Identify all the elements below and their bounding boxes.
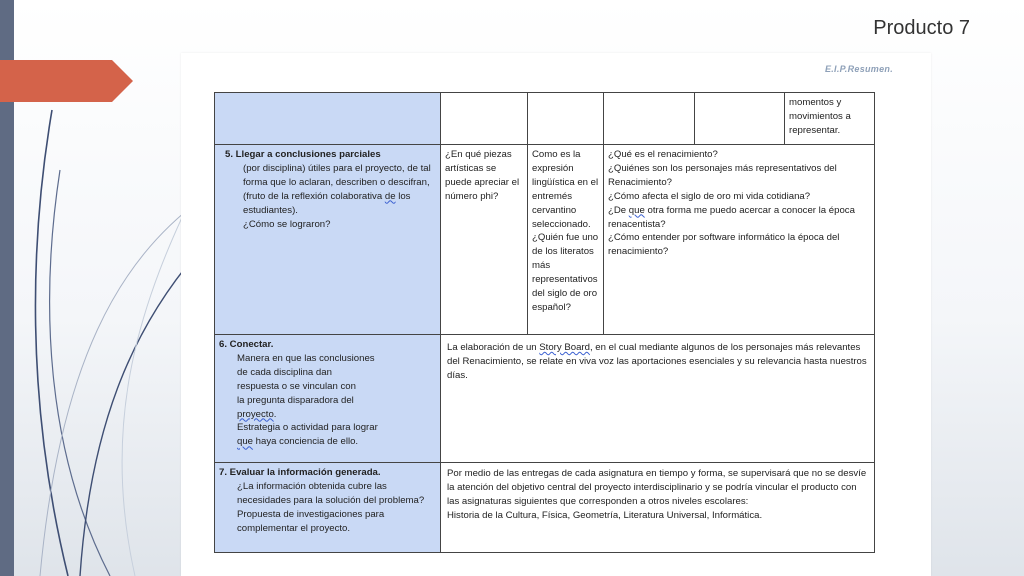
row6-line2: de cada disciplina dan xyxy=(237,366,332,378)
row-top-cell-2 xyxy=(441,93,528,145)
row6-label-cell xyxy=(215,335,441,463)
row5-desc-de: de xyxy=(384,190,396,202)
row5-description xyxy=(225,162,436,218)
row5-q1: ¿Qué es el renacimiento? xyxy=(608,149,718,160)
row5-label-cell xyxy=(215,145,441,335)
row-top-cell-4 xyxy=(604,93,695,145)
row6-line1: Manera en que las conclusiones xyxy=(237,352,375,364)
row7-content-a: Por medio de las entregas de cada asignatura en tiempo y forma, se supervisará que no se desvíe la atención del objetivo central del proyecto interdisciplinario y se podría vincular el producto con las asignaturas siguientes que corresponden a otros niveles escolares: xyxy=(447,468,867,507)
planning-table xyxy=(214,92,875,553)
row-top-label-cell xyxy=(215,93,441,145)
row5-q5: ¿Cómo entender por software informático la época del renacimiento? xyxy=(608,232,840,258)
row5-q4-b: otra forma me puedo acercar a conocer la época renacentista? xyxy=(608,204,855,230)
table-row-evaluar xyxy=(215,463,875,553)
row5-q3: ¿Cómo afecta el siglo de oro mi vida cotidiana? xyxy=(608,190,811,202)
row6-line7 xyxy=(219,435,436,449)
row5-col4 xyxy=(604,145,875,335)
row5-q4-que: que xyxy=(628,204,645,216)
row7-line2: Propuesta de investigaciones para complementar el proyecto. xyxy=(237,508,385,534)
row5-col3 xyxy=(528,145,604,335)
row6-content-a: La elaboración de un xyxy=(447,342,540,353)
orange-arrow-tab xyxy=(0,60,133,102)
row5-title: 5. Llegar a conclusiones parciales xyxy=(225,149,381,160)
row-top-cell-3 xyxy=(528,93,604,145)
table-row-conclusiones xyxy=(215,145,875,335)
document-header: E.I.P.Resumen. xyxy=(824,64,893,74)
row6-title: 6. Conectar. xyxy=(219,339,274,350)
row6-content xyxy=(441,335,875,463)
row6-line5 xyxy=(219,408,436,422)
row-top-cell-6-text: momentos y movimientos a representar. xyxy=(789,97,851,136)
row7-content xyxy=(441,463,875,553)
row-top-cell-5 xyxy=(695,93,785,145)
row5-col2-text: ¿En qué piezas artísticas se puede apreciar el número phi? xyxy=(445,149,520,202)
row6-line6: Estrategia o actividad para lograr xyxy=(237,422,378,434)
row5-col3-text-b: ¿Quién fue uno de los literatos más representativos del siglo de oro español? xyxy=(532,232,599,313)
row-top-cell-6 xyxy=(785,93,875,145)
table-row-conectar xyxy=(215,335,875,463)
row5-q4-a: ¿De xyxy=(608,204,627,216)
row6-line4: la pregunta disparadora del xyxy=(237,394,354,406)
row5-q4 xyxy=(608,204,870,232)
row5-col2 xyxy=(441,145,528,335)
row6-storyboard: Story Board xyxy=(539,342,590,353)
row5-question: ¿Cómo se lograron? xyxy=(243,218,331,230)
row6-period: . xyxy=(273,408,277,420)
row5-desc-a: (por disciplina) útiles para el proyecto, de tal forma que lo aclaran, describen o descifran, (fruto de la reflexión colaborativa xyxy=(243,162,431,202)
row7-label-cell xyxy=(215,463,441,553)
row5-col3-text-a: Como es la expresión lingüística en el entremés cervantino seleccionado. xyxy=(532,149,599,230)
row7-line1: ¿La información obtenida cubre las necesidades para la solución del problema? xyxy=(237,480,425,506)
row7-content-b: Historia de la Cultura, Física, Geometría, Literatura Universal, Informática. xyxy=(447,509,763,521)
row5-desc-b: los estudiantes). xyxy=(243,190,411,216)
table-row-top xyxy=(215,93,875,145)
row7-title: 7. Evaluar la información generada. xyxy=(219,467,381,478)
row6-content-b: , en el cual mediante algunos de los personajes más relevantes del Renacimiento, se relate en viva voz las aportaciones esenciales y su relevancia hasta nuestros días. xyxy=(447,342,867,381)
row5-q2: ¿Quiénes son los personajes más representativos del Renacimiento? xyxy=(608,162,837,188)
row6-que: que xyxy=(237,436,254,448)
slide-title: Producto 7 xyxy=(873,17,970,39)
row6-proyecto: proyecto xyxy=(237,408,274,420)
row6-line7-rest: haya conciencia de ello. xyxy=(253,436,359,448)
document-image xyxy=(181,53,931,576)
row6-line3: respuesta o se vinculan con xyxy=(237,380,356,392)
